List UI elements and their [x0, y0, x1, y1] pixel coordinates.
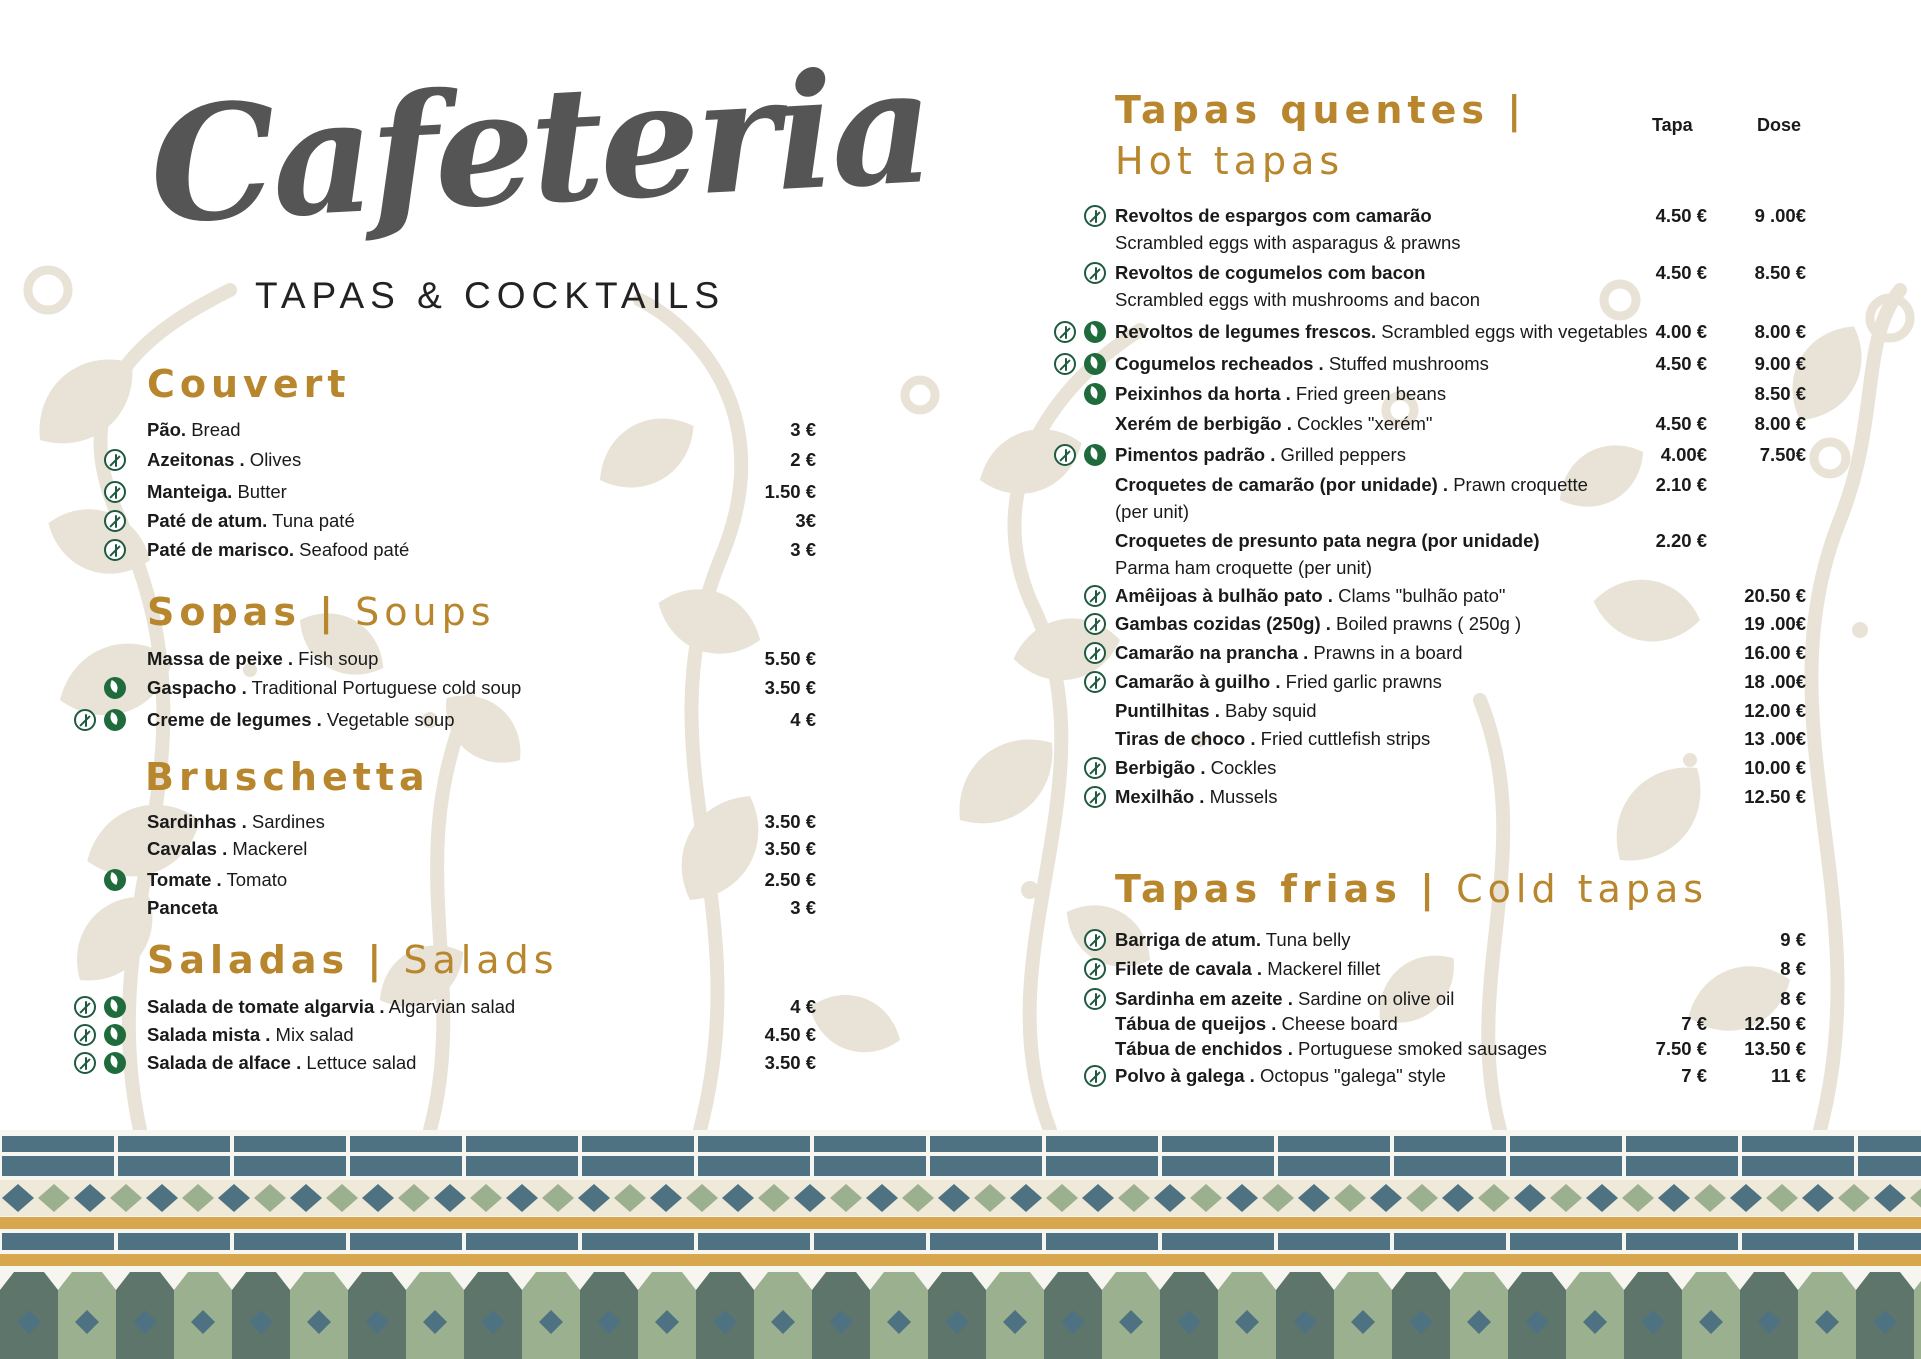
- item-subtitle: (per unit): [1115, 501, 1190, 522]
- gluten-free-icon: [1054, 353, 1076, 375]
- tapa-price: 4.00 €: [1655, 321, 1707, 342]
- vegan-leaf-icon: [104, 996, 126, 1018]
- dose-price: 18 .00€: [1744, 671, 1806, 692]
- item-description: Portuguese smoked sausages: [1292, 1038, 1547, 1059]
- item-name: Camarão à guilho .: [1115, 671, 1281, 692]
- item-name: Salada de tomate algarvia .: [147, 996, 385, 1017]
- item-name: Croquetes de presunto pata negra (por unidade): [1115, 530, 1540, 551]
- tile-brick: [1510, 1156, 1622, 1176]
- menu-item: [147, 706, 455, 734]
- item-description: Cockles: [1205, 757, 1277, 778]
- item-subtitle: Scrambled eggs with asparagus & prawns: [1115, 232, 1461, 253]
- gluten-free-icon: [1084, 786, 1106, 808]
- menu-item: [1115, 955, 1380, 983]
- tapa-price: 4.00€: [1660, 444, 1707, 465]
- gluten-free-icon: [104, 510, 126, 532]
- menu-item: [1115, 754, 1276, 782]
- tapa-price: 4.50 €: [1655, 205, 1707, 226]
- tile-brick: [698, 1233, 810, 1250]
- leaf-shape: [585, 400, 709, 507]
- item-price: 2 €: [790, 449, 816, 470]
- dose-price: 9 .00€: [1754, 205, 1806, 226]
- menu-item: [1115, 1062, 1446, 1090]
- dose-price: 12.00 €: [1744, 700, 1806, 721]
- dose-price: 9.00 €: [1754, 353, 1806, 374]
- dose-price: 8 €: [1780, 988, 1806, 1009]
- dose-price: 12.50 €: [1744, 1013, 1806, 1034]
- leaf-shape: [1588, 571, 1705, 650]
- tapa-price: 4.50 €: [1655, 413, 1707, 434]
- brand-subtitle: TAPAS & COCKTAILS: [255, 275, 726, 316]
- right-inner-vine: [1480, 700, 1503, 1130]
- tile-brick: [1278, 1233, 1390, 1250]
- item-description: Prawn croquette: [1448, 474, 1588, 495]
- gluten-free-icon: [1084, 1065, 1106, 1087]
- item-price: 2.50 €: [764, 869, 816, 890]
- item-description: Sardine on olive oil: [1292, 988, 1455, 1009]
- tapa-price: 4.50 €: [1655, 353, 1707, 374]
- menu-item: [1115, 610, 1521, 638]
- item-description: Lettuce salad: [301, 1052, 417, 1073]
- tile-brick: [1394, 1136, 1506, 1152]
- menu-item: [147, 835, 307, 863]
- item-price: 3.50 €: [764, 838, 816, 859]
- tile-brick: [234, 1233, 346, 1250]
- menu-item: [1115, 259, 1425, 287]
- leaf-shape: [1594, 746, 1723, 881]
- dose-price: 8.00 €: [1754, 321, 1806, 342]
- section-title-hot-tapas-en: Hot tapas: [1115, 139, 1345, 183]
- dose-price: 16.00 €: [1744, 642, 1806, 663]
- logo-text: Cafeteria: [145, 34, 934, 260]
- item-name: Gaspacho .: [147, 677, 247, 698]
- tapa-price: 2.10 €: [1655, 474, 1707, 495]
- menu-item: [147, 446, 301, 474]
- dot-decoration: [1683, 753, 1697, 767]
- tile-brick: [1162, 1233, 1274, 1250]
- item-name: Tábua de queijos .: [1115, 1013, 1277, 1034]
- leaf-shape: [661, 779, 779, 917]
- section-title-sopas: Sopas | Soups: [147, 590, 496, 634]
- tile-brick: [350, 1156, 462, 1176]
- tile-brick: [1046, 1233, 1158, 1250]
- tile-brick: [1278, 1156, 1390, 1176]
- gluten-free-icon: [1084, 958, 1106, 980]
- item-name: Puntilhitas .: [1115, 700, 1220, 721]
- item-description: Octopus "galega" style: [1254, 1065, 1446, 1086]
- tile-orange-stripe: [0, 1254, 1921, 1266]
- dose-price: 8.50 €: [1754, 383, 1806, 404]
- tapa-price: 7 €: [1681, 1013, 1707, 1034]
- dose-price: 13 .00€: [1744, 728, 1806, 749]
- gluten-free-icon: [1054, 321, 1076, 343]
- menu-item: [1115, 985, 1454, 1013]
- item-name: Filete de cavala .: [1115, 958, 1263, 979]
- item-description: Clams "bulhão pato": [1332, 585, 1506, 606]
- item-price: 3.50 €: [764, 811, 816, 832]
- dose-price: 12.50 €: [1744, 786, 1806, 807]
- gluten-free-icon: [1084, 205, 1106, 227]
- item-description: Fried green beans: [1290, 383, 1447, 404]
- gluten-free-icon: [1084, 585, 1106, 607]
- tile-brick: [466, 1233, 578, 1250]
- tile-brick: [1858, 1136, 1921, 1152]
- tile-brick: [1626, 1156, 1738, 1176]
- dot-decoration: [1021, 881, 1039, 899]
- item-name: Pimentos padrão .: [1115, 444, 1276, 465]
- tile-brick: [582, 1136, 694, 1152]
- item-description: Bread: [186, 419, 241, 440]
- tile-brick: [1742, 1156, 1854, 1176]
- tile-brick: [350, 1233, 462, 1250]
- item-description: Prawns in a board: [1308, 642, 1463, 663]
- item-name: Cavalas .: [147, 838, 228, 859]
- tile-brick: [698, 1136, 810, 1152]
- item-name: Croquetes de camarão (por unidade) .: [1115, 474, 1449, 495]
- tile-brick: [1742, 1233, 1854, 1250]
- item-price: 1.50 €: [764, 481, 816, 502]
- vegan-leaf-icon: [104, 1052, 126, 1074]
- item-name: Polvo à galega .: [1115, 1065, 1255, 1086]
- tile-brick: [1394, 1233, 1506, 1250]
- item-name: Revoltos de legumes frescos.: [1115, 321, 1377, 342]
- item-description: Traditional Portuguese cold soup: [246, 677, 522, 698]
- item-name: Manteiga.: [147, 481, 233, 502]
- item-description: Cockles "xerém": [1291, 413, 1433, 434]
- menu-item: [1115, 202, 1432, 230]
- vegan-leaf-icon: [1084, 444, 1106, 466]
- item-price: 3 €: [790, 897, 816, 918]
- menu-item: [147, 507, 355, 535]
- tile-brick: [2, 1136, 114, 1152]
- column-header-tapa: Tapa: [1652, 115, 1693, 135]
- vegan-leaf-icon: [104, 677, 126, 699]
- section-title-cold-tapas: Tapas frias | Cold tapas: [1115, 867, 1709, 911]
- tile-brick: [1510, 1136, 1622, 1152]
- gluten-free-icon: [1084, 613, 1106, 635]
- item-description: Tomato: [221, 869, 288, 890]
- menu-item: [147, 674, 521, 702]
- gluten-free-icon: [1084, 929, 1106, 951]
- tile-brick: [1278, 1136, 1390, 1152]
- item-price: 4 €: [790, 996, 816, 1017]
- item-name: Berbigão .: [1115, 757, 1206, 778]
- tile-brick: [466, 1136, 578, 1152]
- item-description: Mussels: [1204, 786, 1278, 807]
- menu-item: [147, 993, 515, 1021]
- tile-brick: [930, 1233, 1042, 1250]
- tile-orange-stripe: [0, 1217, 1921, 1229]
- dose-price: 13.50 €: [1744, 1038, 1806, 1059]
- section-title-bruschetta: Bruschetta: [145, 755, 430, 799]
- item-name: Revoltos de espargos com camarão: [1115, 205, 1432, 226]
- item-name: Salada mista .: [147, 1024, 271, 1045]
- gluten-free-icon: [1084, 642, 1106, 664]
- item-name: Salada de alface .: [147, 1052, 302, 1073]
- gluten-free-icon: [1084, 757, 1106, 779]
- menu-item: [1115, 441, 1406, 469]
- item-name: Barriga de atum.: [1115, 929, 1261, 950]
- gluten-free-icon: [1054, 444, 1076, 466]
- item-subtitle: Scrambled eggs with mushrooms and bacon: [1115, 289, 1481, 310]
- menu-item: [1115, 668, 1442, 696]
- menu-item: [1115, 783, 1277, 811]
- item-name: Paté de marisco.: [147, 539, 295, 560]
- tile-brick: [1858, 1156, 1921, 1176]
- ring-decoration: [1604, 284, 1636, 316]
- dose-price: 7.50€: [1759, 444, 1806, 465]
- dose-price: 20.50 €: [1744, 585, 1806, 606]
- gluten-free-icon: [74, 1052, 96, 1074]
- item-price: 3€: [795, 510, 816, 531]
- menu-item: [1115, 926, 1350, 954]
- item-price: 4.50 €: [764, 1024, 816, 1045]
- leaf-shape: [801, 982, 910, 1066]
- dose-price: 10.00 €: [1744, 757, 1806, 778]
- item-description: Mix salad: [270, 1024, 354, 1045]
- tile-brick: [582, 1233, 694, 1250]
- tile-brick: [118, 1136, 230, 1152]
- item-name: Paté de atum.: [147, 510, 268, 531]
- gluten-free-icon: [104, 481, 126, 503]
- item-description: Scrambled eggs with vegetables: [1376, 321, 1648, 342]
- left-inner-vine: [430, 700, 470, 1130]
- menu-item: [147, 1049, 416, 1077]
- tile-brick: [1626, 1136, 1738, 1152]
- item-description: Sardines: [246, 811, 325, 832]
- dose-price: 8.00 €: [1754, 413, 1806, 434]
- vegan-leaf-icon: [104, 1024, 126, 1046]
- tapa-price: 7.50 €: [1655, 1038, 1707, 1059]
- item-name: Tábua de enchidos .: [1115, 1038, 1293, 1059]
- tile-brick: [1742, 1136, 1854, 1152]
- menu-item: [147, 478, 287, 506]
- item-description: Fish soup: [293, 648, 379, 669]
- vegan-leaf-icon: [104, 869, 126, 891]
- item-name: Sardinha em azeite .: [1115, 988, 1293, 1009]
- item-name: Peixinhos da horta .: [1115, 383, 1291, 404]
- item-description: Fried garlic prawns: [1280, 671, 1442, 692]
- tile-brick: [234, 1156, 346, 1176]
- item-description: Tuna paté: [267, 510, 355, 531]
- item-price: 3.50 €: [764, 1052, 816, 1073]
- menu-item: [147, 808, 325, 836]
- tile-brick: [698, 1156, 810, 1176]
- menu-item: [147, 645, 378, 673]
- item-description: Seafood paté: [294, 539, 410, 560]
- item-description: Boiled prawns ( 250g ): [1330, 613, 1522, 634]
- dose-price: 8 €: [1780, 958, 1806, 979]
- tile-brick: [350, 1136, 462, 1152]
- menu-item: [1115, 1010, 1398, 1038]
- item-name: Xerém de berbigão .: [1115, 413, 1292, 434]
- menu-item: [1115, 697, 1317, 725]
- tapa-price: 2.20 €: [1655, 530, 1707, 551]
- vegan-leaf-icon: [1084, 353, 1106, 375]
- menu-item: [1115, 639, 1463, 667]
- tile-brick: [930, 1136, 1042, 1152]
- tapa-price: 4.50 €: [1655, 262, 1707, 283]
- item-name: Panceta: [147, 897, 218, 918]
- gluten-free-icon: [1084, 988, 1106, 1010]
- tile-brick: [1162, 1156, 1274, 1176]
- tile-brick: [1162, 1136, 1274, 1152]
- item-name: Camarão na prancha .: [1115, 642, 1309, 663]
- item-subtitle: Parma ham croquette (per unit): [1115, 557, 1373, 578]
- item-description: Butter: [232, 481, 287, 502]
- item-description: Tuna belly: [1261, 929, 1351, 950]
- item-name: Tiras de choco .: [1115, 728, 1256, 749]
- tile-brick: [118, 1233, 230, 1250]
- item-name: Creme de legumes .: [147, 709, 322, 730]
- menu-item: [1115, 350, 1489, 378]
- item-price: 3 €: [790, 539, 816, 560]
- tile-brick: [466, 1156, 578, 1176]
- tile-brick: [814, 1136, 926, 1152]
- menu-item: [1115, 1035, 1547, 1063]
- item-price: 3.50 €: [764, 677, 816, 698]
- tapa-price: 7 €: [1681, 1065, 1707, 1086]
- item-description: Vegetable soup: [321, 709, 455, 730]
- menu-item: [147, 536, 409, 564]
- menu-item: [147, 416, 241, 444]
- dot-decoration: [1852, 622, 1868, 638]
- item-description: Algarvian salad: [384, 996, 516, 1017]
- item-price: 3 €: [790, 419, 816, 440]
- menu-item: [147, 1021, 354, 1049]
- item-name: Massa de peixe .: [147, 648, 294, 669]
- gluten-free-icon: [104, 449, 126, 471]
- ring-decoration: [28, 270, 68, 310]
- menu-item: [1115, 582, 1505, 610]
- item-description: Fried cuttlefish strips: [1255, 728, 1431, 749]
- item-description: Stuffed mushrooms: [1323, 353, 1489, 374]
- gluten-free-icon: [74, 1024, 96, 1046]
- vegan-leaf-icon: [104, 709, 126, 731]
- tile-brick: [1046, 1136, 1158, 1152]
- right-vine: [1811, 290, 1900, 1130]
- item-name: Pão.: [147, 419, 187, 440]
- dose-price: 9 €: [1780, 929, 1806, 950]
- item-name: Sardinhas .: [147, 811, 247, 832]
- section-title-couvert: Couvert: [147, 362, 351, 406]
- item-description: Grilled peppers: [1275, 444, 1406, 465]
- tile-brick: [1858, 1233, 1921, 1250]
- item-description: Cheese board: [1276, 1013, 1398, 1034]
- tile-brick: [118, 1156, 230, 1176]
- gluten-free-icon: [1084, 262, 1106, 284]
- item-name: Cogumelos recheados .: [1115, 353, 1324, 374]
- section-title-saladas: Saladas | Salads: [147, 938, 559, 982]
- gluten-free-icon: [74, 709, 96, 731]
- gluten-free-icon: [74, 996, 96, 1018]
- dose-price: 11 €: [1771, 1065, 1806, 1086]
- item-description: Mackerel fillet: [1262, 958, 1381, 979]
- item-name: Tomate .: [147, 869, 222, 890]
- ring-decoration: [1814, 442, 1846, 474]
- tile-brick: [234, 1136, 346, 1152]
- item-description: Mackerel: [227, 838, 308, 859]
- tile-brick: [1394, 1156, 1506, 1176]
- item-price: 4 €: [790, 709, 816, 730]
- menu-item: [147, 866, 287, 894]
- item-name: Azeitonas .: [147, 449, 245, 470]
- vegan-leaf-icon: [1084, 321, 1106, 343]
- menu-item: [1115, 410, 1432, 438]
- menu-item: [147, 894, 218, 922]
- item-name: Gambas cozidas (250g) .: [1115, 613, 1331, 634]
- tile-brick: [1510, 1233, 1622, 1250]
- tile-brick: [814, 1156, 926, 1176]
- tile-brick: [930, 1156, 1042, 1176]
- tile-brick: [1626, 1233, 1738, 1250]
- leaf-shape: [1008, 610, 1125, 689]
- item-price: 5.50 €: [764, 648, 816, 669]
- tile-brick: [2, 1233, 114, 1250]
- gluten-free-icon: [104, 539, 126, 561]
- column-header-dose: Dose: [1757, 115, 1802, 135]
- menu-item: [1115, 318, 1648, 346]
- ring-decoration: [905, 380, 935, 410]
- menu-item: [1115, 380, 1446, 408]
- menu-item: [1115, 471, 1588, 499]
- item-description: Olives: [244, 449, 302, 470]
- vegan-leaf-icon: [1084, 383, 1106, 405]
- item-name: Amêijoas à bulhão pato .: [1115, 585, 1333, 606]
- tile-brick: [1046, 1156, 1158, 1176]
- item-name: Revoltos de cogumelos com bacon: [1115, 262, 1426, 283]
- item-name: Mexilhão .: [1115, 786, 1205, 807]
- section-title-hot-tapas: Tapas quentes |: [1115, 88, 1527, 132]
- item-description: Baby squid: [1219, 700, 1317, 721]
- gluten-free-icon: [1084, 671, 1106, 693]
- tile-brick: [814, 1233, 926, 1250]
- tile-brick: [2, 1156, 114, 1176]
- tile-brick: [582, 1156, 694, 1176]
- menu-item: [1115, 527, 1540, 555]
- dose-price: 19 .00€: [1744, 613, 1806, 634]
- dose-price: 8.50 €: [1754, 262, 1806, 283]
- menu-item: [1115, 725, 1430, 753]
